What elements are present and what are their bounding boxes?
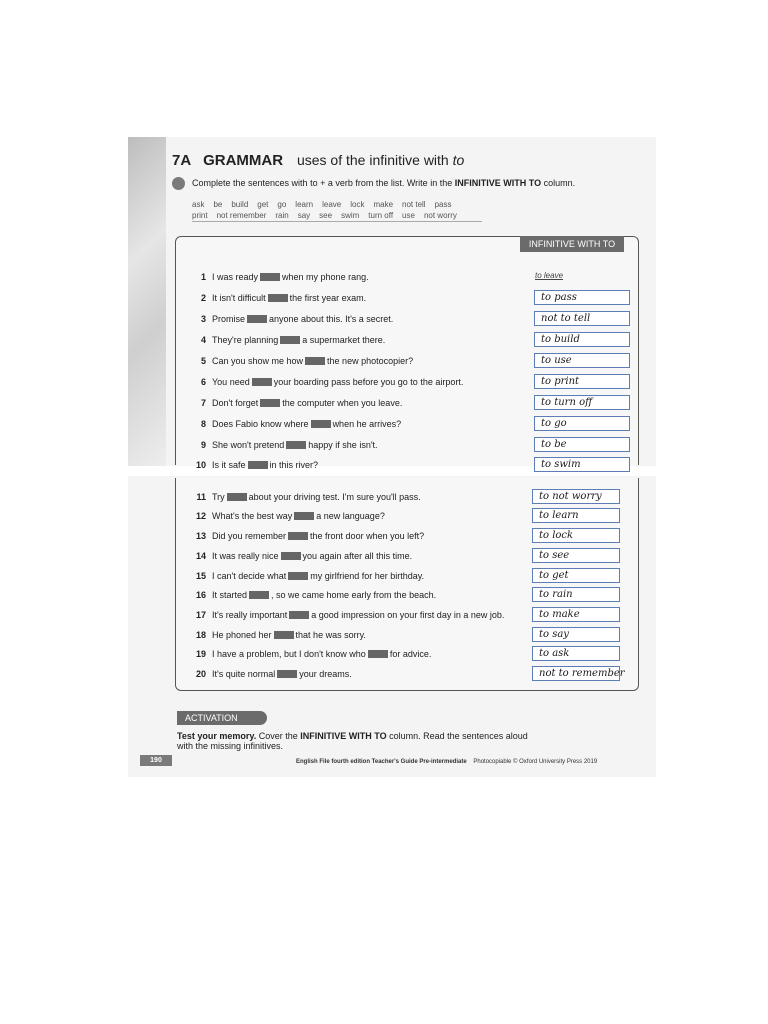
word-list-item: go xyxy=(277,200,287,209)
word-list-item: make xyxy=(373,200,394,209)
answer-gap xyxy=(288,532,308,540)
item-text-after: that he was sorry. xyxy=(295,630,366,640)
example-answer: to leave xyxy=(535,271,564,280)
item-text-before: Did you remember xyxy=(212,531,287,541)
answer-field[interactable]: to not worry xyxy=(532,489,620,504)
item-text-before: I was ready xyxy=(212,272,259,282)
section-subtitle: uses of the infinitive with to xyxy=(296,152,465,168)
exercise-item xyxy=(184,549,524,563)
item-text-after: happy if she isn't. xyxy=(308,440,378,450)
item-text-before: It's quite normal xyxy=(212,669,276,679)
item-text-before: Is it safe xyxy=(212,460,246,470)
item-number: 13 xyxy=(195,531,206,541)
item-number: 4 xyxy=(200,335,206,345)
word-list-item: print xyxy=(192,211,208,220)
bullet-icon xyxy=(172,177,185,190)
item-text-after: your boarding pass before you go to the airport. xyxy=(273,377,464,387)
word-list-item: ask xyxy=(192,200,205,209)
item-text-before: It isn't difficult xyxy=(212,293,266,303)
exercise-item xyxy=(184,417,524,431)
item-text-before: Promise xyxy=(212,314,246,324)
column-header: INFINITIVE WITH TO xyxy=(520,236,624,252)
word-list-item: use xyxy=(402,211,415,220)
answer-gap xyxy=(274,631,294,639)
answer-gap xyxy=(249,591,269,599)
item-number: 11 xyxy=(196,492,206,502)
answer-gap xyxy=(247,315,267,323)
answer-field[interactable]: to learn xyxy=(532,508,620,523)
item-number: 20 xyxy=(195,669,206,679)
item-text-after: , so we came home early from the beach. xyxy=(271,590,437,600)
item-text-before: It started xyxy=(212,590,248,600)
item-number: 1 xyxy=(200,272,206,282)
answer-gap xyxy=(305,357,325,365)
answer-gap xyxy=(280,336,300,344)
word-list-item: leave xyxy=(322,200,342,209)
item-text-after: when my phone rang. xyxy=(282,272,369,282)
exercise-item xyxy=(184,333,524,347)
item-text-after: a supermarket there. xyxy=(302,335,386,345)
item-text-before: I can't decide what xyxy=(212,571,287,581)
item-text-after: my girlfriend for her birthday. xyxy=(310,571,425,581)
item-text-after: about your driving test. I'm sure you'll pass. xyxy=(248,492,421,502)
item-number: 15 xyxy=(195,571,206,581)
activation-label: ACTIVATION xyxy=(177,711,267,725)
item-text-before: Don't forget xyxy=(212,398,259,408)
item-text-after: the front door when you left? xyxy=(310,531,425,541)
word-list-item: pass xyxy=(434,200,452,209)
item-number: 7 xyxy=(200,398,206,408)
answer-field[interactable]: to turn off xyxy=(534,395,630,410)
item-text-after: the first year exam. xyxy=(289,293,367,303)
answer-field[interactable]: not to remember xyxy=(532,666,620,681)
activation-text: Test your memory. Cover the INFINITIVE WITH TO column. Read the sentences aloud with the missing infinitives. xyxy=(177,731,528,751)
item-number: 18 xyxy=(195,630,206,640)
word-list-item: see xyxy=(319,211,333,220)
word-list-item: lock xyxy=(350,200,365,209)
footer-credits: English File fourth edition Teacher's Guide Pre-intermediate Photocopiable © Oxford University Press 2019 xyxy=(296,759,598,765)
item-text-after: anyone about this. It's a secret. xyxy=(269,314,394,324)
word-list xyxy=(192,199,482,222)
item-text-before: Can you show me how xyxy=(212,356,304,366)
page-number: 190 xyxy=(140,755,172,766)
exercise-item xyxy=(184,312,524,326)
answer-field[interactable]: to see xyxy=(532,548,620,563)
answer-gap xyxy=(288,572,308,580)
word-list-item: rain xyxy=(275,211,289,220)
item-number: 5 xyxy=(200,356,206,366)
item-text-after: a good impression on your first day in a new job. xyxy=(311,610,505,620)
answer-field[interactable]: to say xyxy=(532,627,620,642)
answer-field[interactable]: to be xyxy=(534,437,630,452)
exercise-item xyxy=(184,667,524,681)
item-text-after: in this river? xyxy=(269,460,319,470)
item-text-after: when he arrives? xyxy=(332,419,402,429)
answer-field[interactable]: to swim xyxy=(534,457,630,472)
word-list-item: be xyxy=(213,200,223,209)
answer-gap xyxy=(260,399,280,407)
item-text-before: Does Fabio know where xyxy=(212,419,309,429)
item-text-before: It's really important xyxy=(212,610,288,620)
item-number: 2 xyxy=(200,293,206,303)
exercise-item xyxy=(184,608,524,622)
page-title xyxy=(172,152,464,169)
answer-field[interactable]: to ask xyxy=(532,646,620,661)
word-list-item: get xyxy=(257,200,269,209)
item-number: 6 xyxy=(200,377,206,387)
exercise-item xyxy=(184,291,524,305)
answer-field[interactable]: to lock xyxy=(532,528,620,543)
answer-field[interactable]: to use xyxy=(534,353,630,368)
item-text-after: your dreams. xyxy=(299,669,352,679)
item-text-after: the computer when you leave. xyxy=(282,398,403,408)
exercise-item xyxy=(184,529,524,543)
exercise-item xyxy=(184,569,524,583)
answer-gap xyxy=(252,378,272,386)
answer-gap xyxy=(311,420,331,428)
answer-field[interactable]: to make xyxy=(532,607,620,622)
exercise-item xyxy=(184,490,524,504)
section-code: 7A xyxy=(172,152,192,169)
answer-field[interactable]: not to tell xyxy=(534,311,630,326)
item-number: 9 xyxy=(200,440,206,450)
answer-field[interactable]: to print xyxy=(534,374,630,389)
word-list-item: say xyxy=(297,211,311,220)
section-name: GRAMMAR xyxy=(203,152,284,169)
word-list-item: not worry xyxy=(423,211,457,220)
answer-gap xyxy=(227,493,247,501)
word-list-item: build xyxy=(231,200,249,209)
item-text-after: a new language? xyxy=(316,511,385,521)
item-text-before: He phoned her xyxy=(212,630,272,640)
exercise-item xyxy=(184,396,524,410)
item-number: 19 xyxy=(195,649,206,659)
item-text-before: They're planning xyxy=(212,335,279,345)
item-text-before: I have a problem, but I don't know who xyxy=(212,649,366,659)
item-number: 12 xyxy=(195,511,206,521)
word-list-item: not tell xyxy=(402,200,426,209)
item-text-after: you again after all this time. xyxy=(302,551,413,561)
item-number: 16 xyxy=(195,590,206,600)
exercise-item xyxy=(184,270,524,284)
answer-gap xyxy=(281,552,301,560)
answer-gap xyxy=(368,650,388,658)
exercise-item xyxy=(184,647,524,661)
instructions: Complete the sentences with to + a verb from the list. Write in the INFINITIVE WITH TO column. xyxy=(192,178,576,188)
item-text-after: the new photocopier? xyxy=(327,356,414,366)
answer-gap xyxy=(289,611,309,619)
item-text-before: You need xyxy=(212,377,250,387)
word-list-item: not remember xyxy=(216,211,267,220)
word-list-item: swim xyxy=(341,211,360,220)
exercise-item xyxy=(184,375,524,389)
answer-gap xyxy=(248,461,268,469)
answer-gap xyxy=(294,512,314,520)
item-number: 10 xyxy=(195,460,206,470)
answer-field[interactable]: to go xyxy=(534,416,630,431)
item-text-before: Try xyxy=(212,492,225,502)
exercise-item xyxy=(184,588,524,602)
item-text-before: What's the best way xyxy=(212,511,293,521)
word-list-item: learn xyxy=(295,200,314,209)
item-text-before: It was really nice xyxy=(212,551,279,561)
item-text-before: She won't pretend xyxy=(212,440,285,450)
exercise-item xyxy=(184,509,524,523)
answer-gap xyxy=(286,441,306,449)
item-number: 3 xyxy=(200,314,206,324)
answer-field[interactable]: to pass xyxy=(534,290,630,305)
item-text-after: for advice. xyxy=(389,649,432,659)
answer-gap xyxy=(260,273,280,281)
decorative-strip xyxy=(128,137,166,467)
word-list-item: turn off xyxy=(368,211,394,220)
answer-gap xyxy=(268,294,288,302)
exercise-item xyxy=(184,458,524,472)
item-number: 14 xyxy=(195,551,206,561)
answer-field[interactable]: to rain xyxy=(532,587,620,602)
answer-field[interactable]: to build xyxy=(534,332,630,347)
exercise-item xyxy=(184,354,524,368)
exercise-item xyxy=(184,628,524,642)
answer-gap xyxy=(277,670,297,678)
answer-field[interactable]: to get xyxy=(532,568,620,583)
item-number: 8 xyxy=(200,419,206,429)
exercise-item xyxy=(184,438,524,452)
item-number: 17 xyxy=(195,610,206,620)
